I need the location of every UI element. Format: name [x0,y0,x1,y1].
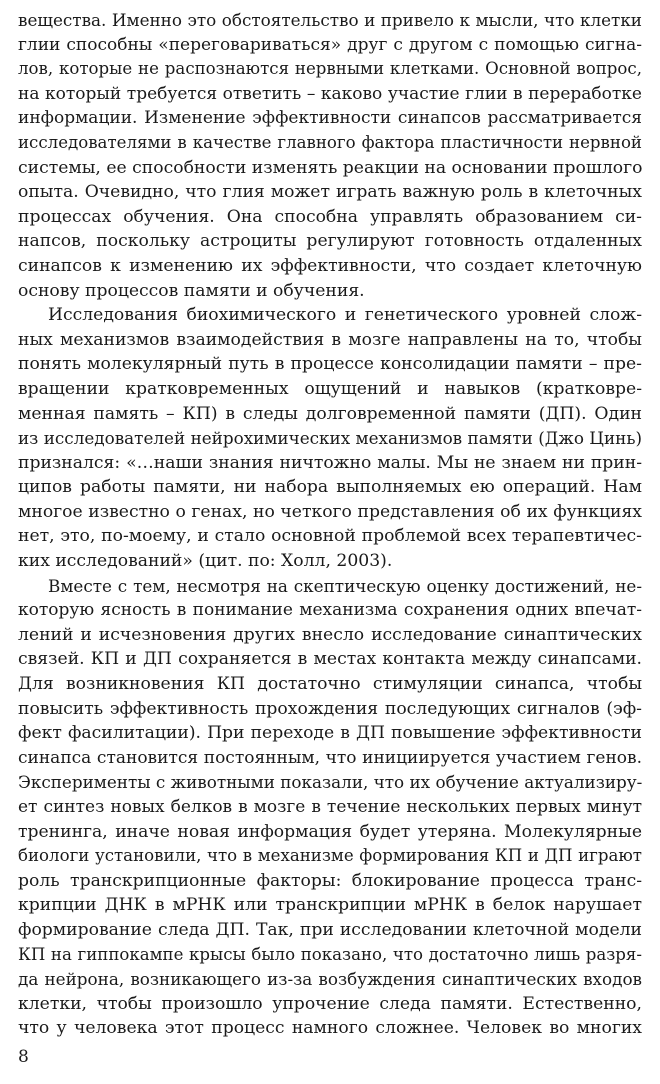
text-line: биологи установили, что в механизме формирования КП и ДП играют [18,846,642,866]
text-line: из исследователей нейрохимических механизмов памяти (Джо Цинь) [18,428,642,449]
text-line: на который требуется ответить – каково участие глии в переработке [18,83,642,104]
text-line: опыта. Очевидно, что глия может играть важную роль в клеточных [18,182,642,203]
text-line: Эксперименты с животными показали, что их обучение актуализиру- [18,772,643,793]
text-line: исследователями в качестве главного фактора пластичности нервной [18,132,642,152]
text-line: напсов, поскольку астроциты регулируют готовность отдаленных [18,231,642,252]
text-line: формирование следа ДП. Так, при исследовании клеточной модели [18,919,642,940]
text-line: крипции ДНК в мРНК или транскрипции мРНК в белок нарушает [18,895,642,916]
text-line: тренинга, иначе новая информация будет утеряна. Молекулярные [18,821,642,842]
text-line: понять молекулярный путь в процессе консолидации памяти – пре- [18,354,642,375]
body-text [18,8,642,1041]
text-line: лов, которые не распознаются нервными клетками. Основной вопрос, [18,59,642,79]
text-line: информации. Изменение эффективности синапсов рассматривается [18,108,642,129]
text-line: признался: «…наши знания ничтожно малы. Мы не знаем ни прин- [18,452,642,473]
text-line: повысить эффективность прохождения последующих сигналов (эф- [18,698,642,719]
text-line: синапса становится постоянным, что инициируется участием генов. [18,747,642,768]
text-line: которую ясность в понимание механизма сохранения одних впечат- [18,600,642,621]
text-line: фект фасилитации). При переходе в ДП повышение эффективности [18,723,642,744]
text-line: клетки, чтобы произошло упрочение следа памяти. Естественно, [18,993,642,1014]
text-line: ципов работы памяти, ни набора выполняемых ею операций. Нам [18,477,642,498]
text-line: глии способны «переговариваться» друг с другом с помощью сигна- [18,34,642,55]
paragraph-first-line: Исследования биохимического и генетического уровней слож- [48,305,642,326]
text-line: Для возникновения КП достаточно стимуляции синапса, чтобы [18,674,642,695]
text-line: процессах обучения. Она способна управлять образованием си- [18,206,642,227]
text-line: вещества. Именно это обстоятельство и привело к мысли, что клетки [18,10,642,30]
paragraph-end-line: ких исследований» (цит. по: Холл, 2003). [18,551,393,572]
text-line: КП на гиппокампе крысы было показано, что достаточно лишь разря- [18,944,642,964]
paragraph-end-line: основу процессов памяти и обучения. [18,280,365,301]
text-line: да нейрона, возникающего из-за возбуждения синаптических входов [18,969,642,990]
text-line: ных механизмов взаимодействия в мозге направлены на то, чтобы [18,329,642,350]
text-line: синапсов к изменению их эффективности, что создает клеточную [18,255,642,276]
text-line: менная память – КП) в следы долговременной памяти (ДП). Один [18,403,642,424]
text-line: многое известно о генах, но четкого представления об их функциях [18,501,642,522]
text-line: системы, ее способности изменять реакции на основании прошлого [18,157,643,178]
text-line: вращении кратковременных ощущений и навыков (кратковре- [18,378,642,399]
text-line: связей. КП и ДП сохраняется в местах контакта между синапсами. [18,649,642,670]
page-number: 8 [18,1047,29,1067]
text-line: что у человека этот процесс намного сложнее. Человек во многих [18,1018,642,1039]
paragraph-first-line: Вместе с тем, несмотря на скептическую оценку достижений, не- [48,575,642,596]
text-line: ет синтез новых белков в мозге в течение нескольких первых минут [18,797,642,817]
text-line: нет, это, по-моему, и стало основной проблемой всех терапевтичес- [18,526,642,547]
text-line: роль транскрипционные факторы: блокирование процесса транс- [18,870,642,891]
text-line: лений и исчезновения других внесло исследование синаптических [18,624,642,645]
